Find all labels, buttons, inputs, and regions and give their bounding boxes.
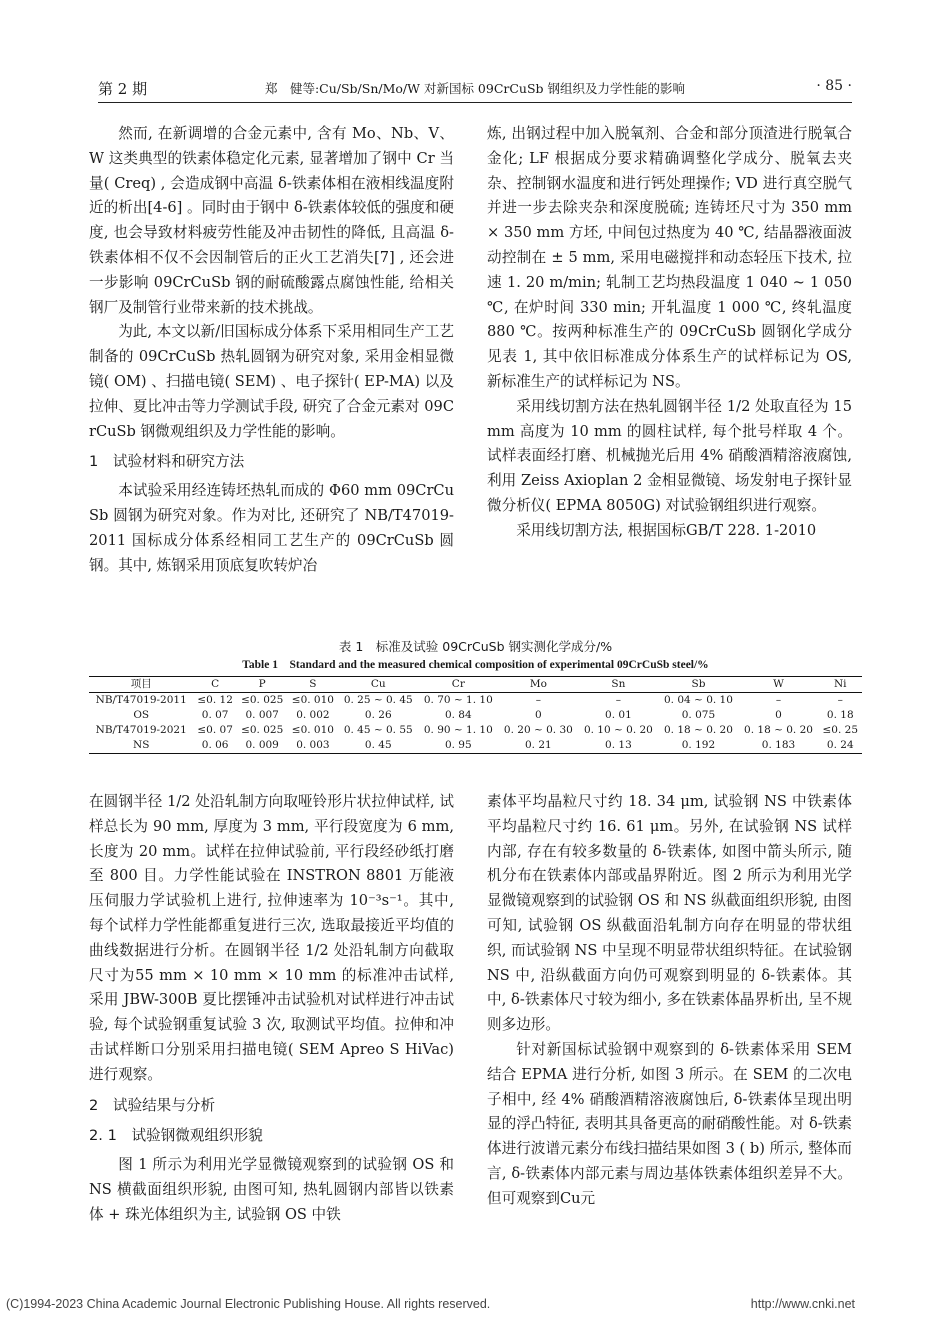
table-cell: 0. 45 (364, 739, 392, 751)
table-cell: 0. 002 (296, 709, 330, 721)
paragraph: 采用线切割方法, 根据国标GB/T 228. 1-2010 (516, 521, 817, 539)
table-cell: 0. 10 ~ 0. 20 (583, 724, 653, 736)
th-c: C (211, 678, 220, 690)
th-p: P (258, 678, 266, 690)
th-cr: Cr (451, 678, 465, 690)
copyright-text: (C)1994-2023 China Academic Journal Electronic Publishing House. All rights reserved. (6, 1297, 491, 1311)
table-cell: ≤0. 07 (197, 724, 233, 736)
table-cell: – (535, 694, 541, 706)
table-row (89, 738, 862, 754)
table-cell: 0. 13 (605, 739, 632, 751)
header-rule (98, 102, 852, 103)
paragraph: 采用线切割方法在热轧圆钢半径 1/2 处取直径为 15 mm 高度为 10 mm 的圆柱试样, 每个批号样取 4 个。试样表面经打磨、机械抛光后用 4% 硝酸酒精溶液腐蚀, 利用 Zeiss Axioplan 2 金相显微镜、场发射电子探针显微分析仪( EPMA 8050G) 对试验钢组织进行观察。 (487, 397, 852, 514)
table-cell: 0. 07 (201, 709, 229, 721)
table-cell: 0. 24 (826, 739, 854, 751)
table-cell: 0. 70 ~ 1. 10 (423, 694, 493, 706)
paragraph: 本试验采用经连铸坯热轧而成的 Φ60 mm 09CrCuSb 圆钢为研究对象。作为对比, 还研究了 NB/T47019-2011 国标成分体系经相同工艺生产的 09CrCuSb 圆钢。其中, 炼钢采用顶底复吹转炉冶 (89, 482, 454, 574)
table-cell: NS (133, 739, 150, 751)
table-cell: ≤0. 025 (241, 724, 284, 736)
subsection-heading-2-1: 2. 1 试验钢微观组织形貌 (89, 1127, 263, 1145)
table-row (89, 708, 862, 723)
table-cell: 0. 90 ~ 1. 10 (423, 724, 493, 736)
table-cell: 0 (775, 709, 782, 721)
th-w: W (773, 678, 784, 690)
table-cell: 0. 192 (681, 739, 716, 751)
table-caption-en: Table 1 Standard and the measured chemical composition of experimental 09CrCuSb steel/% (242, 659, 709, 671)
issue-number: 第 2 期 (98, 80, 148, 98)
table-cell: ≤0. 010 (291, 694, 334, 706)
table-cell: 0. 003 (296, 739, 330, 751)
table-cell: 0. 18 ~ 0. 20 (664, 724, 733, 736)
table-cell: 0. 45 ~ 0. 55 (343, 724, 413, 736)
table-cell: – (775, 694, 782, 706)
table-cell: 0. 01 (605, 709, 632, 721)
composition-table (89, 676, 862, 754)
th-s: S (309, 678, 317, 690)
running-header (98, 76, 852, 100)
paragraph: 为此, 本文以新/旧国标成分体系下采用相同生产工艺制备的 09CrCuSb 热轧圆钢为研究对象, 采用金相显微镜( OM) 、扫描电镜( SEM) 、电子探针( EP-MA) 以及拉伸、夏比冲击等力学测试手段, 研究了合金元素对 09CrCuSb 钢微观组织及力学性能的影响。 (89, 323, 454, 440)
table-cell: 0. 26 (364, 709, 392, 721)
table-cell: 0. 95 (444, 739, 472, 751)
column-bottom-left (89, 790, 454, 1228)
paragraph: 素体平均晶粒尺寸约 18. 34 μm, 试验钢 NS 中铁素体平均晶粒尺寸约 16. 61 μm。另外, 在试验钢 NS 试样内部, 存在有较多数量的 δ-铁素体, 如图中箭头所示, 随机分布在铁素体内部或晶界附近。图 2 所示为利用光学显微镜观察到的试验钢 OS 和 NS 纵截面组织形貌, 由图可知, 试验钢 OS 纵截面沿轧制方向存在明显的带状组织, 而试验钢 NS 中呈现不明显带状组织特征。在试验钢 NS 中, 沿纵截面方向仍可观察到明显的 δ-铁素体。其中, δ-铁素体尺寸较为细小, 多在铁素体晶界析出, 呈不规则多边形。 (487, 793, 852, 1034)
table-cell: 0. 18 (826, 709, 854, 721)
table-cell: OS (133, 709, 150, 721)
table-cell: 0. 21 (525, 739, 552, 751)
th-mo: Mo (529, 678, 547, 690)
table-row (89, 723, 862, 738)
table-cell: ≤0. 010 (291, 724, 334, 736)
table-row (89, 693, 862, 709)
table-cell: 0. 06 (201, 739, 229, 751)
table-caption-cn: 表 1 标准及试验 09CrCuSb 钢实测化学成分/% (338, 639, 613, 654)
table-1 (89, 638, 862, 754)
column-top-right (487, 122, 852, 544)
table-cell: 0 (535, 709, 542, 721)
table-cell: 0. 25 ~ 0. 45 (343, 694, 413, 706)
table-cell: 0. 04 ~ 0. 10 (664, 694, 733, 706)
table-cell: 0. 84 (444, 709, 472, 721)
th-ni: Ni (833, 678, 847, 690)
table-cell: NB/T47019-2021 (95, 724, 187, 736)
table-cell: – (837, 694, 843, 706)
cnki-link[interactable]: http://www.cnki.net (750, 1297, 855, 1311)
table-cell: – (615, 694, 622, 706)
paragraph: 炼, 出钢过程中加入脱氧剂、合金和部分顶渣进行脱氧合金化; LF 根据成分要求精确调整化学成分、脱氧去夹杂、控制钢水温度和进行钙处理操作; VD 进行真空脱气并进一步去除夹杂和深度脱硫; 连铸坯尺寸为 350 mm × 350 mm 方坯, 中间包过热度为 40 ℃, 结晶器液面波动控制在 ± 5 mm, 采用电磁搅拌和动态轻压下技术, 拉速 1. 20 m/min; 轧制工艺均热段温度 1 040 ~ 1 050 ℃, 在炉时间 330 min; 开轧温度 1 000 ℃, 终轧温度 880 ℃。按两种标准生产的 09CrCuSb 圆钢化学成分见表 1, 其中依旧标准成分体系生产的试样标记为 OS, 新标准生产的试样标记为 NS。 (487, 125, 852, 390)
section-heading-2: 2 试验结果与分析 (89, 1096, 216, 1114)
table-cell: 0. 007 (245, 709, 279, 721)
section-heading-1: 1 试验材料和研究方法 (89, 453, 245, 471)
th-sb: Sb (691, 678, 706, 690)
paragraph: 在圆钢半径 1/2 处沿轧制方向取哑铃形片状拉伸试样, 试样总长为 90 mm, 厚度为 3 mm, 平行段宽度为 6 mm, 长度为 20 mm。试样在拉伸试验前, 平行段经砂纸打磨至 800 目。力学性能试验在 INSTRON 8801 万能液压伺服力学试验机上进行, 拉伸速率为 10⁻³s⁻¹。其中, 每个试样力学性能都重复进行三次, 选取最接近平均值的曲线数据进行分析。在圆钢半径 1/2 处沿轧制方向截取尺寸为55 mm × 10 mm × 10 mm 的标准冲击试样, 采用 JBW-300B 夏比摆锤冲击试验机对试样进行冲击试验, 每个试验钢重复试验 3 次, 取测试平均值。拉伸和冲击试样断口分别采用扫描电镜( SEM Apreo S HiVac) 进行观察。 (89, 793, 454, 1083)
table-cell: 0. 009 (245, 739, 279, 751)
table-cell: ≤0. 25 (822, 724, 859, 736)
column-bottom-right (487, 790, 852, 1212)
running-title: 郑 健等:Cu/Sb/Sn/Mo/W 对新国标 09CrCuSb 钢组织及力学性能的影响 (264, 81, 686, 96)
table-cell: NB/T47019-2011 (95, 694, 187, 706)
table-cell: ≤0. 025 (241, 694, 284, 706)
table-header-row (89, 677, 862, 693)
table-cell: ≤0. 12 (197, 694, 233, 706)
th-item: 项目 (130, 678, 152, 690)
paragraph: 然而, 在新调增的合金元素中, 含有 Mo、Nb、V、W 这类典型的铁素体稳定化元素, 显著增加了钢中 Cr 当量( Creq) , 会造成钢中高温 δ-铁素体相在液相线温度附近的析出[4-6] 。同时由于钢中 δ-铁素体较低的强度和硬度, 也会导致材料疲劳性能及冲击韧性的降低, 且高温 δ-铁素体相不仅不会因制管后的正火工艺消失[7] , 还会进一步影响 09CrCuSb 钢的耐硫酸露点腐蚀性能, 给相关钢厂及制管行业带来新的技术挑战。 (89, 125, 454, 316)
table-cell: 0. 18 ~ 0. 20 (744, 724, 813, 736)
table-cell: 0. 075 (681, 709, 716, 721)
th-sn: Sn (611, 678, 626, 690)
column-top-left (89, 122, 454, 578)
paragraph: 图 1 所示为利用光学显微镜观察到的试验钢 OS 和 NS 横截面组织形貌, 由图可知, 热轧圆钢内部皆以铁素体 + 珠光体组织为主, 试验钢 OS 中铁 (89, 1156, 454, 1223)
th-cu: Cu (370, 678, 386, 690)
paragraph: 针对新国标试验钢中观察到的 δ-铁素体采用 SEM 结合 EPMA 进行分析, 如图 3 所示。在 SEM 的二次电子相中, 经 4% 硝酸酒精溶液腐蚀后, δ-铁素体呈现出明显的浮凸特征, 表明其具备更高的耐硝酸性能。对 δ-铁素体进行波谱元素分布线扫描结果如图 3 ( b) 所示, 整体而言, δ-铁素体内部元素与周边基体铁素体组织差异不大。但可观察到Cu元 (487, 1040, 852, 1207)
table-cell: 0. 183 (761, 739, 796, 751)
table-cell: 0. 20 ~ 0. 30 (503, 724, 573, 736)
page-number: · 85 · (816, 78, 852, 94)
